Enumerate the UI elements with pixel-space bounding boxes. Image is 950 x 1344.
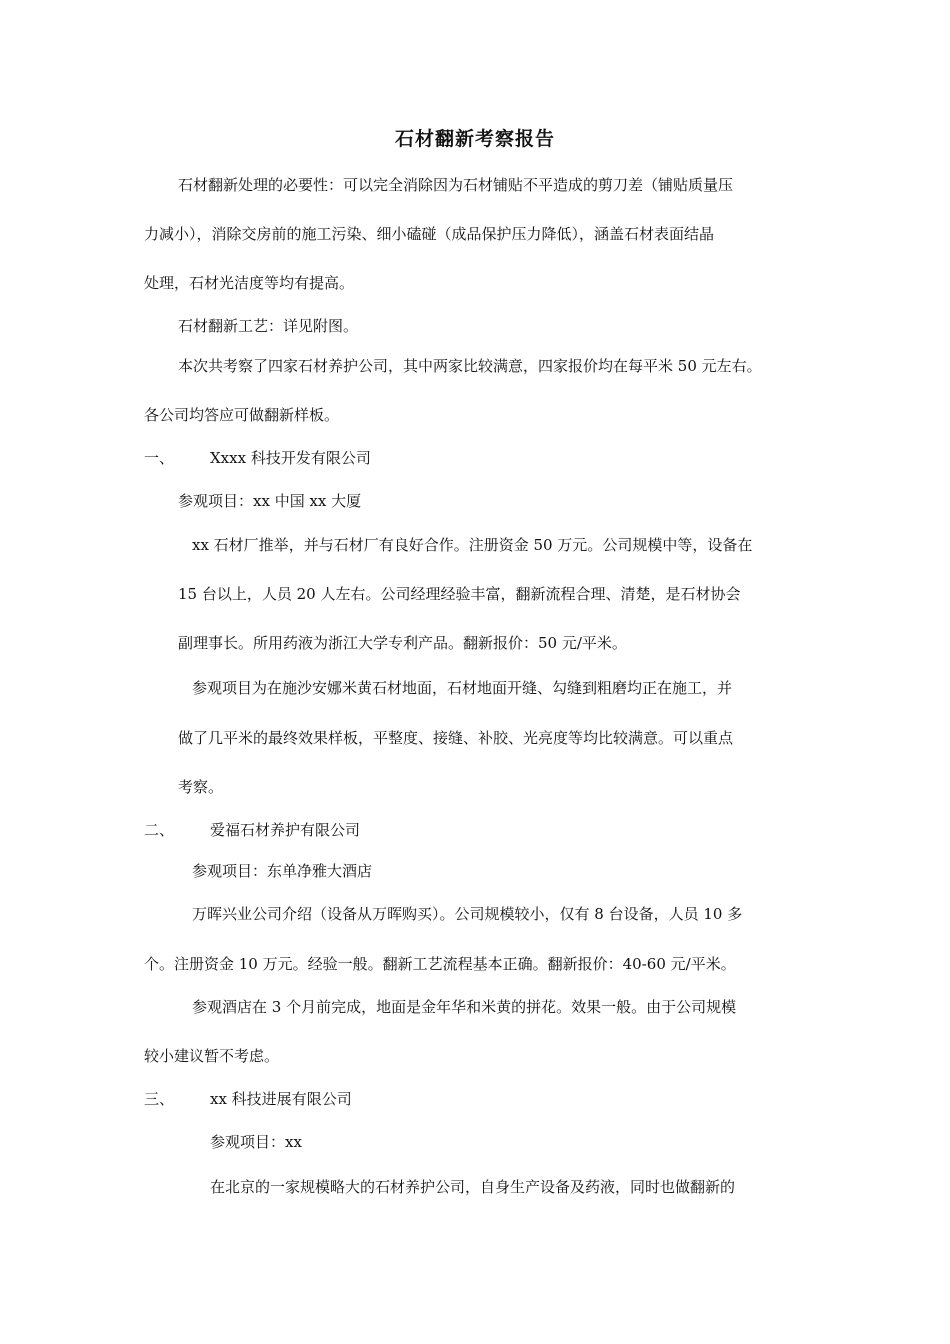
paragraph-line: 参观项目：xx bbox=[210, 1133, 302, 1151]
paragraph-line: 石材翻新工艺：详见附图。 bbox=[178, 317, 359, 335]
section-heading: 爱福石材养护有限公司 bbox=[210, 821, 361, 839]
paragraph-line: 在北京的一家规模略大的石材养护公司，自身生产设备及药液，同时也做翻新的 bbox=[210, 1178, 736, 1196]
paragraph-line: 考察。 bbox=[178, 778, 224, 796]
paragraph-line: 本次共考察了四家石材养护公司，其中两家比较满意，四家报价均在每平米 50 元左右。 bbox=[178, 357, 762, 375]
section-number: 二、 bbox=[144, 821, 175, 839]
paragraph-line: 较小建议暂不考虑。 bbox=[144, 1047, 280, 1065]
section-number: 三、 bbox=[144, 1090, 175, 1108]
paragraph-line: 参观项目：东单净雅大酒店 bbox=[192, 862, 373, 880]
paragraph-line: 各公司均答应可做翻新样板。 bbox=[144, 406, 340, 424]
paragraph-line: 参观酒店在 3 个月前完成，地面是金年华和米黄的拼花。效果一般。由于公司规模 bbox=[192, 998, 737, 1016]
section-number: 一、 bbox=[144, 449, 175, 467]
paragraph-line: 个。注册资金 10 万元。经验一般。翻新工艺流程基本正确。翻新报价：40-60 元/平米。 bbox=[144, 955, 736, 973]
paragraph-line: 15 台以上，人员 20 人左右。公司经理经验丰富，翻新流程合理、清楚，是石材协会 bbox=[178, 585, 741, 603]
paragraph-line: 石材翻新处理的必要性：可以完全消除因为石材铺贴不平造成的剪刀差（铺贴质量压 bbox=[178, 176, 734, 194]
paragraph-line: 万晖兴业公司介绍（设备从万晖购买）。公司规模较小，仅有 8 台设备，人员 10 多 bbox=[192, 905, 743, 923]
paragraph-line: 参观项目为在施沙安娜米黄石材地面，石材地面开缝、勾缝到粗磨均正在施工，并 bbox=[192, 679, 733, 697]
section-heading: Xxxx 科技开发有限公司 bbox=[210, 449, 371, 467]
paragraph-line: xx 石材厂推举，并与石材厂有良好合作。注册资金 50 万元。公司规模中等，设备在 bbox=[192, 536, 753, 554]
paragraph-line: 处理，石材光洁度等均有提高。 bbox=[144, 274, 355, 292]
paragraph-line: 力减小），消除交房前的施工污染、细小磕碰（成品保护压力降低），涵盖石材表面结晶 bbox=[144, 225, 715, 243]
section-heading: xx 科技进展有限公司 bbox=[210, 1090, 352, 1108]
paragraph-line: 参观项目：xx 中国 xx 大厦 bbox=[178, 492, 362, 510]
page-title: 石材翻新考察报告 bbox=[394, 128, 555, 150]
paragraph-line: 做了几平米的最终效果样板，平整度、接缝、补胶、光亮度等均比较满意。可以重点 bbox=[178, 729, 734, 747]
paragraph-line: 副理事长。所用药液为浙江大学专利产品。翻新报价：50 元/平米。 bbox=[178, 634, 627, 652]
